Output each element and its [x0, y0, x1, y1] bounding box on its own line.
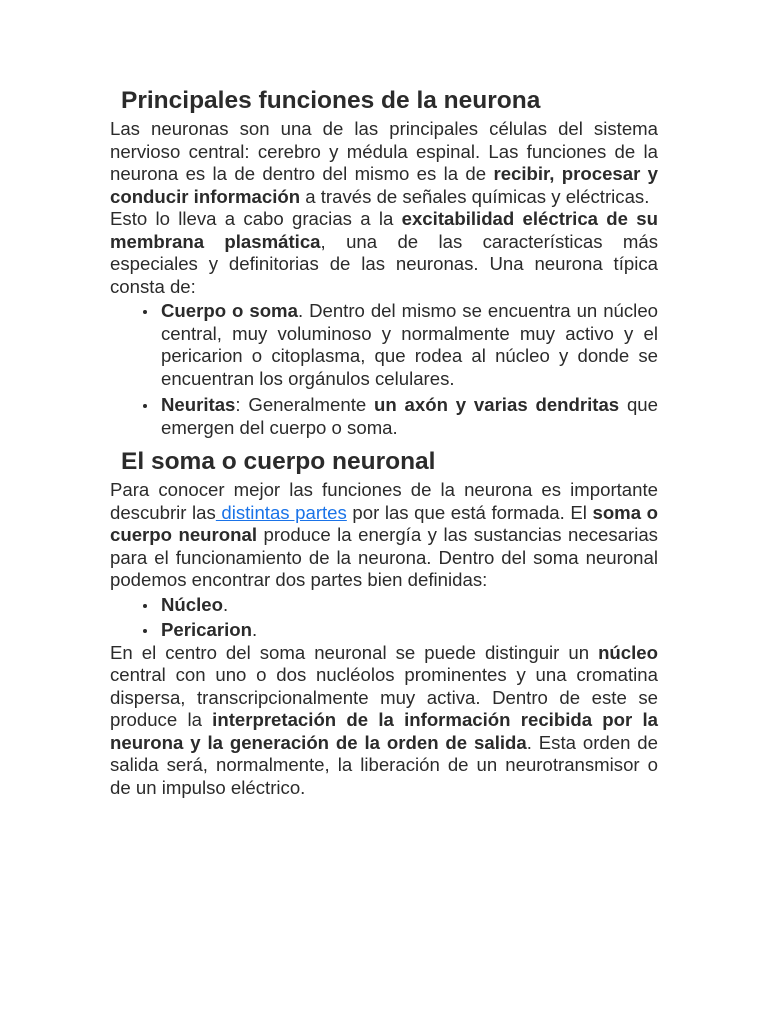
paragraph-intro: Las neuronas son una de las principales células del sistema nervioso central: cerebro y médula espinal. Las funciones de la neurona es la de dentro del mismo es la de recibir, procesar y conducir información a través de señales químicas y eléctricas.: [110, 118, 658, 207]
paragraph-nucleo: En el centro del soma neuronal se puede distinguir un núcleo central con uno o dos nucléolos prominentes y una cromatina dispersa, transcripcionalmente muy activa. Dentro de este se produce la interpretación de la información recibida por la neurona y la generación de la orden de salida. Esta orden de salida será, normalmente, la liberación de un neurotransmisor o de un impulso eléctrico.: [110, 641, 659, 798]
list-item-pericarion: Pericarion.: [161, 619, 658, 642]
neuron-parts-list: [110, 300, 658, 439]
distintas-partes-link[interactable]: distintas partes: [215, 501, 347, 523]
section-title-soma: El soma o cuerpo neuronal: [121, 448, 436, 475]
document-page: [110, 86, 658, 799]
section-title-funciones: Principales funciones de la neurona: [121, 87, 541, 114]
list-item-neuritas: Neuritas: Generalmente un axón y varias dendritas que emergen del cuerpo o soma.: [161, 394, 658, 438]
paragraph-excitabilidad: Esto lo lleva a cabo gracias a la excitabilidad eléctrica de su membrana plasmática, una de las características más especiales y definitorias de las neuronas. Una neurona típica consta de:: [110, 208, 658, 297]
soma-parts-list: [110, 594, 658, 642]
paragraph-soma-intro: Para conocer mejor las funciones de la neurona es importante descubrir las distintas partes por las que está formada. El soma o cuerpo neuronal produce la energía y las sustancias necesarias para el funcionamiento de la neurona. Dentro del soma neuronal podemos encontrar dos partes bien definidas:: [110, 479, 658, 590]
list-item-cuerpo: Cuerpo o soma. Dentro del mismo se encuentra un núcleo central, muy voluminoso y normalmente muy activo y el pericarion o citoplasma, que rodea al núcleo y donde se encuentran los orgánulos celulares.: [161, 300, 658, 389]
list-item-nucleo: Núcleo.: [161, 594, 658, 617]
